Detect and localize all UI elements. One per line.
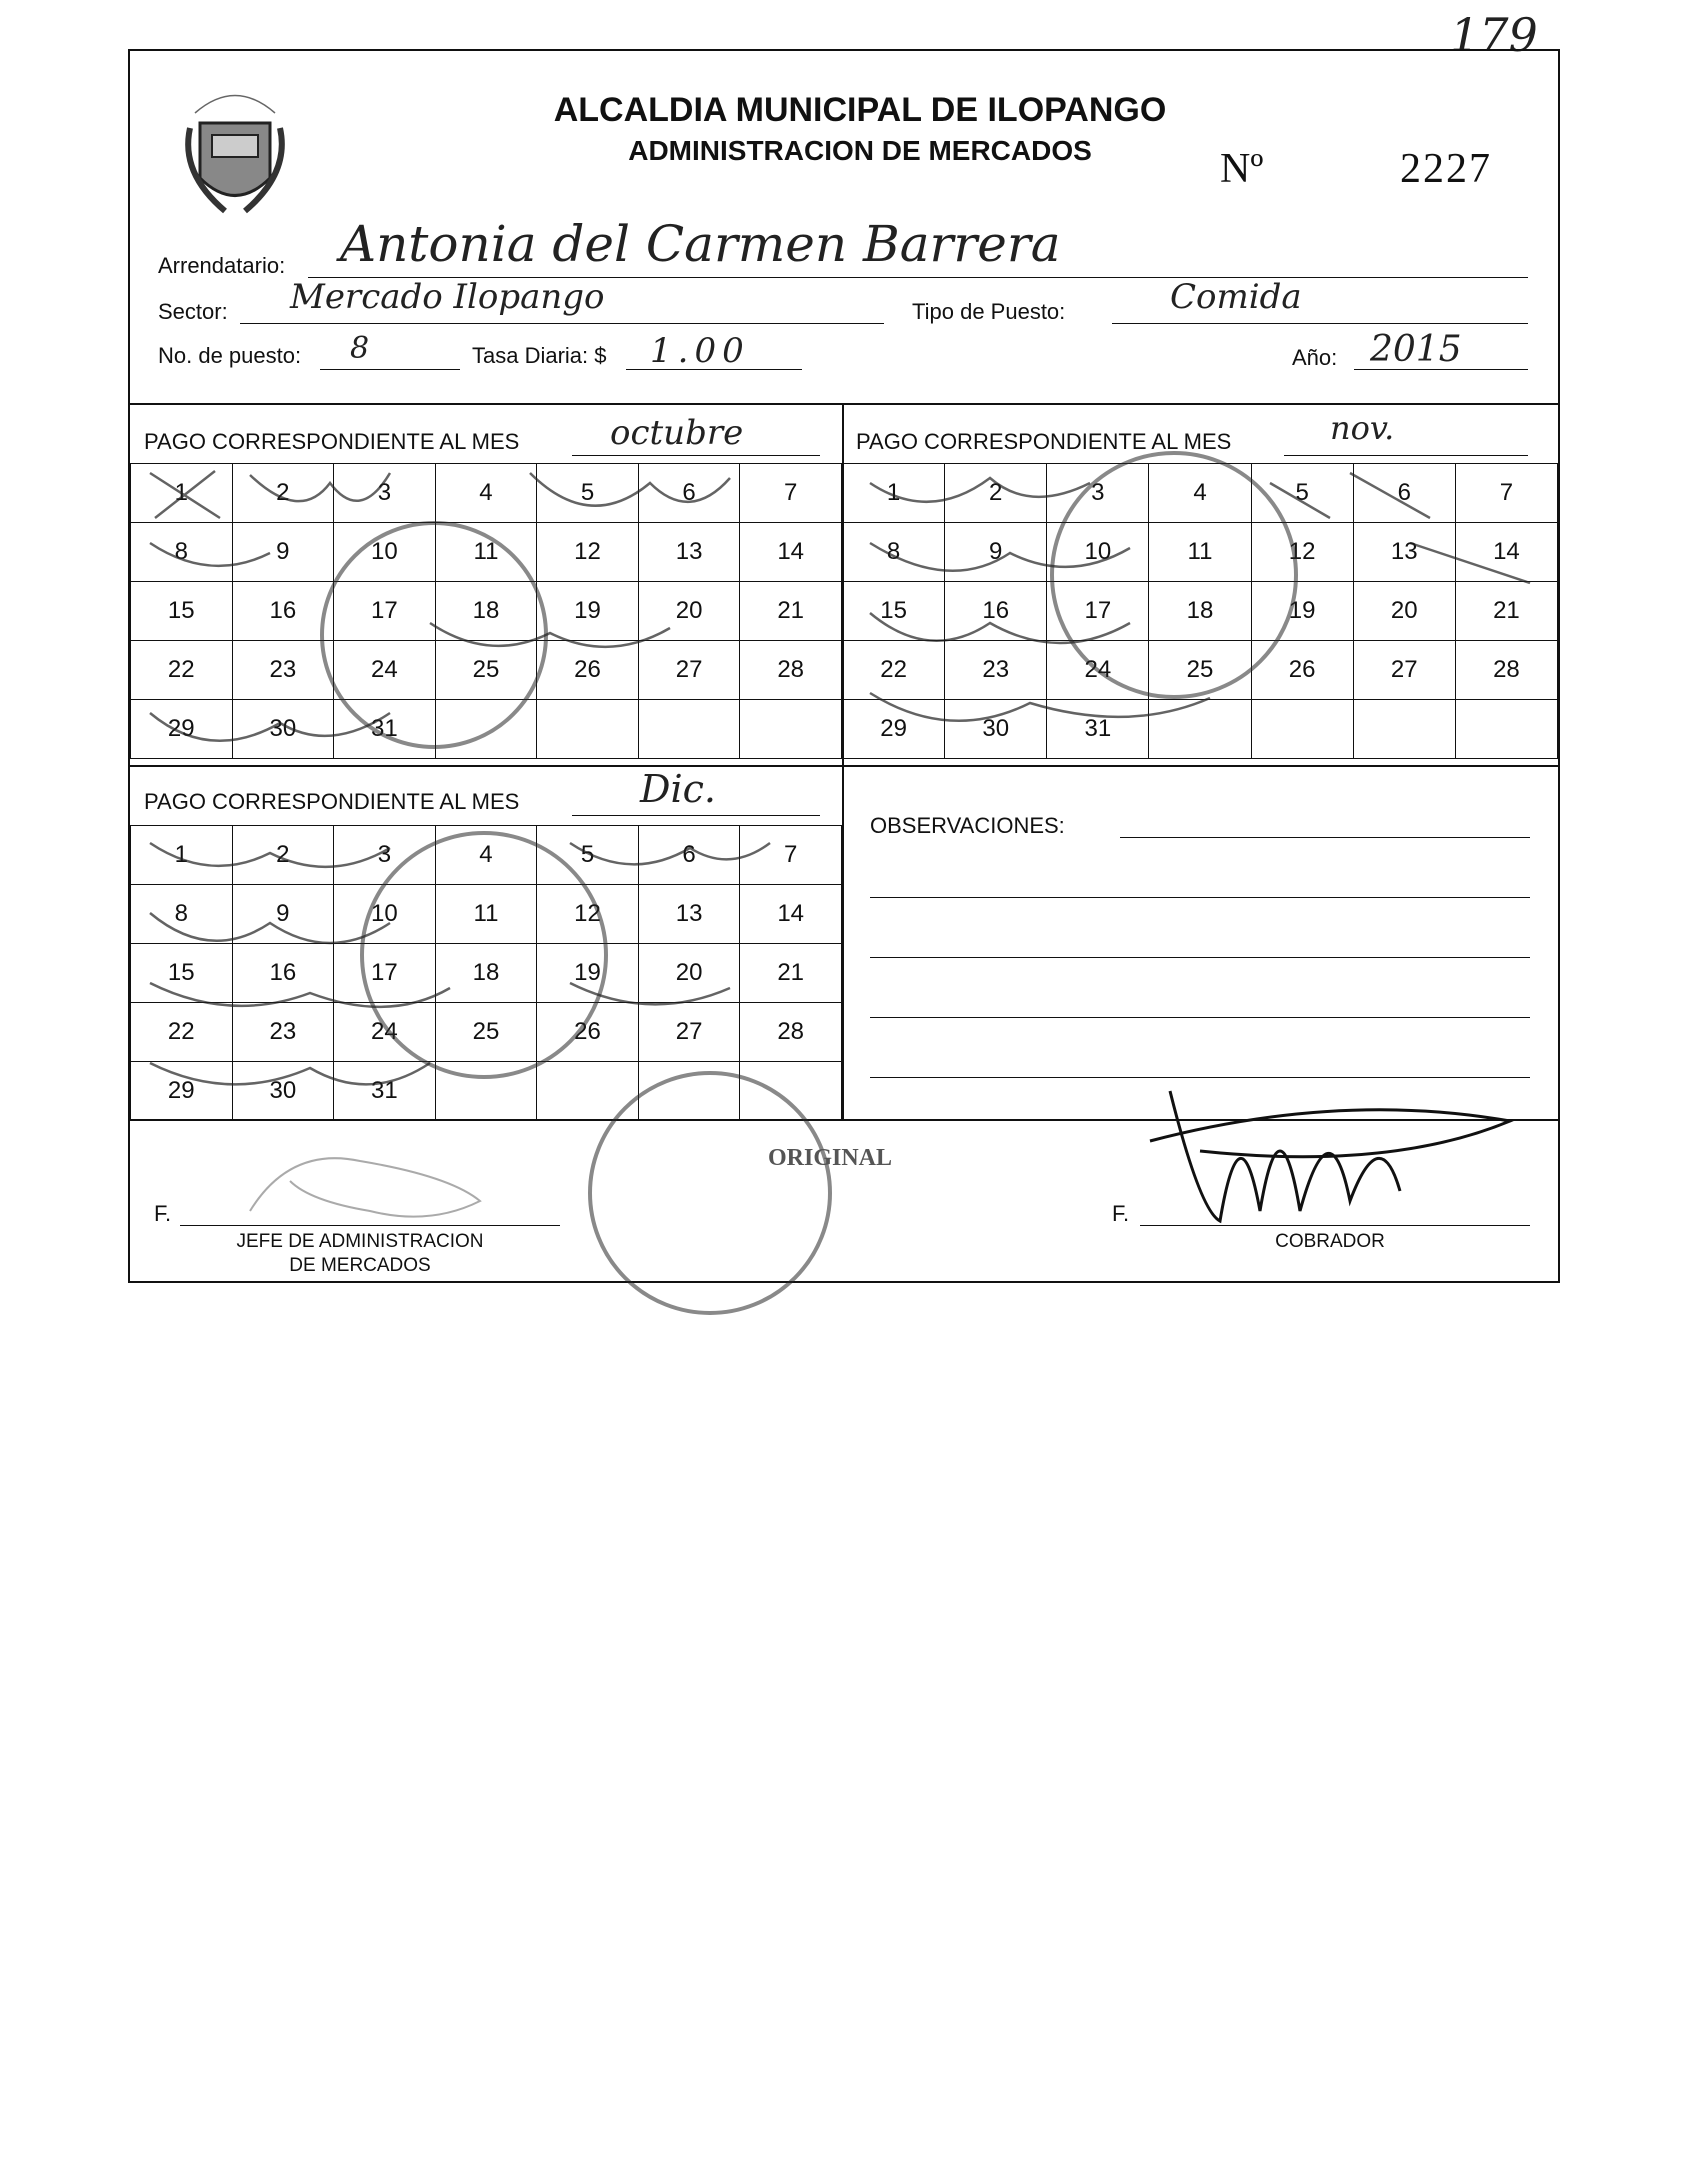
day-cell: 30 [945, 700, 1047, 759]
jefe-title-line2: DE MERCADOS [289, 1255, 431, 1276]
day-cell: 17 [334, 944, 436, 1003]
jefe-title-line1: JEFE DE ADMINISTRACION [236, 1231, 484, 1252]
jefe-signature-f-label: F. [154, 1201, 172, 1226]
day-cell: 25 [435, 1003, 537, 1062]
day-cell: 21 [740, 944, 842, 1003]
month-2-label: PAGO CORRESPONDIENTE AL MES [856, 429, 1232, 454]
day-cell: 7 [740, 464, 842, 523]
month-1-label: PAGO CORRESPONDIENTE AL MES [144, 429, 520, 454]
anio-value: 2015 [1370, 329, 1462, 370]
day-cell: 29 [843, 700, 945, 759]
day-cell: 31 [1047, 700, 1149, 759]
municipal-seal-logo [170, 73, 300, 223]
form-title: ALCALDIA MUNICIPAL DE ILOPANGO [553, 91, 1167, 129]
day-cell: 18 [435, 582, 537, 641]
day-cell: 25 [435, 641, 537, 700]
no-puesto-label: No. de puesto: [158, 343, 302, 368]
day-cell: 24 [334, 641, 436, 700]
day-cell: 20 [638, 944, 740, 1003]
day-cell: 17 [1047, 582, 1149, 641]
day-cell: 15 [131, 944, 233, 1003]
day-cell: 23 [945, 641, 1047, 700]
day-cell: 12 [537, 523, 639, 582]
arrendatario-value: Antonia del Carmen Barrera [340, 215, 1061, 273]
day-cell: 3 [334, 464, 436, 523]
day-cell: 26 [537, 1003, 639, 1062]
day-cell: 28 [740, 641, 842, 700]
original-mark: ORIGINAL [768, 1145, 893, 1171]
anio-label: Año: [1292, 345, 1338, 370]
cobrador-title: COBRADOR [1275, 1231, 1385, 1252]
day-cell: 30 [232, 1062, 334, 1121]
day-cell: 12 [1251, 523, 1353, 582]
day-cell: 24 [334, 1003, 436, 1062]
day-cell: 1 [131, 464, 233, 523]
day-cell: 20 [638, 582, 740, 641]
day-cell: 28 [740, 1003, 842, 1062]
day-cell: 8 [131, 523, 233, 582]
day-cell: 5 [1251, 464, 1353, 523]
day-cell: 26 [537, 641, 639, 700]
day-cell: 31 [334, 1062, 436, 1121]
day-cell: 24 [1047, 641, 1149, 700]
day-cell: 19 [537, 582, 639, 641]
day-cell: 11 [435, 885, 537, 944]
tasa-diaria-value: 1.00 [650, 331, 750, 371]
day-cell: 21 [1455, 582, 1557, 641]
day-cell: 22 [131, 641, 233, 700]
day-cell: 20 [1353, 582, 1455, 641]
day-cell: 26 [1251, 641, 1353, 700]
day-cell: 10 [334, 885, 436, 944]
day-cell: 2 [232, 464, 334, 523]
day-cell: 8 [843, 523, 945, 582]
day-cell: 3 [1047, 464, 1149, 523]
administrador-general-seal [588, 1071, 832, 1315]
day-cell: 9 [945, 523, 1047, 582]
receipt-number-label: Nº [1220, 146, 1264, 192]
month-3-value: Dic. [640, 767, 716, 811]
month-1-value: octubre [610, 413, 744, 453]
day-cell: 21 [740, 582, 842, 641]
day-cell: 17 [334, 582, 436, 641]
day-cell: 1 [131, 826, 233, 885]
day-cell: 19 [1251, 582, 1353, 641]
day-cell: 29 [131, 700, 233, 759]
day-cell: 22 [843, 641, 945, 700]
day-cell: 31 [334, 700, 436, 759]
observaciones-label: OBSERVACIONES: [870, 813, 1065, 838]
day-cell: 14 [1455, 523, 1557, 582]
day-cell: 29 [131, 1062, 233, 1121]
day-cell: 14 [740, 523, 842, 582]
form-subtitle: ADMINISTRACION DE MERCADOS [628, 135, 1092, 166]
day-cell: 16 [945, 582, 1047, 641]
day-cell: 6 [638, 464, 740, 523]
day-cell: 27 [638, 641, 740, 700]
day-cell: 7 [1455, 464, 1557, 523]
page-number: 179 [1450, 8, 1538, 62]
day-cell: 28 [1455, 641, 1557, 700]
day-cell: 30 [232, 700, 334, 759]
day-cell: 10 [334, 523, 436, 582]
day-cell: 8 [131, 885, 233, 944]
day-cell: 1 [843, 464, 945, 523]
day-cell: 9 [232, 885, 334, 944]
day-cell: 23 [232, 1003, 334, 1062]
day-cell: 4 [435, 464, 537, 523]
month-2-value: nov. [1330, 409, 1395, 447]
day-cell: 9 [232, 523, 334, 582]
day-cell: 11 [435, 523, 537, 582]
day-cell: 13 [1353, 523, 1455, 582]
day-cell: 19 [537, 944, 639, 1003]
day-cell: 2 [232, 826, 334, 885]
day-cell: 27 [1353, 641, 1455, 700]
day-cell: 12 [537, 885, 639, 944]
day-cell: 13 [638, 523, 740, 582]
receipt-number: 2227 [1400, 146, 1492, 192]
day-cell: 27 [638, 1003, 740, 1062]
tipo-puesto-label: Tipo de Puesto: [912, 299, 1066, 324]
day-cell: 10 [1047, 523, 1149, 582]
tipo-puesto-value: Comida [1170, 277, 1302, 317]
no-puesto-value: 8 [350, 331, 370, 366]
payment-form [128, 49, 1560, 1283]
jefe-signature [230, 1141, 510, 1231]
day-cell: 3 [334, 826, 436, 885]
sector-label: Sector: [158, 299, 228, 324]
day-cell: 25 [1149, 641, 1251, 700]
handwritten-marks [130, 463, 1558, 1123]
day-cell: 16 [232, 944, 334, 1003]
cobrador-signature [1140, 1081, 1520, 1231]
day-cell: 13 [638, 885, 740, 944]
day-cell: 22 [131, 1003, 233, 1062]
day-cell: 6 [638, 826, 740, 885]
arrendatario-label: Arrendatario: [158, 253, 286, 278]
day-cell: 5 [537, 826, 639, 885]
day-cell: 11 [1149, 523, 1251, 582]
month-3-label: PAGO CORRESPONDIENTE AL MES [144, 789, 520, 814]
day-cell: 6 [1353, 464, 1455, 523]
sector-value: Mercado Ilopango [290, 277, 605, 317]
day-cell: 7 [740, 826, 842, 885]
day-cell: 14 [740, 885, 842, 944]
day-cell: 4 [435, 826, 537, 885]
day-cell: 4 [1149, 464, 1251, 523]
day-cell: 2 [945, 464, 1047, 523]
tasa-diaria-label: Tasa Diaria: $ [472, 343, 607, 368]
day-cell: 15 [843, 582, 945, 641]
day-cell: 15 [131, 582, 233, 641]
day-cell: 5 [537, 464, 639, 523]
day-cell: 18 [1149, 582, 1251, 641]
day-cell: 18 [435, 944, 537, 1003]
day-cell: 23 [232, 641, 334, 700]
cobrador-signature-f-label: F. [1112, 1201, 1130, 1226]
day-cell: 16 [232, 582, 334, 641]
